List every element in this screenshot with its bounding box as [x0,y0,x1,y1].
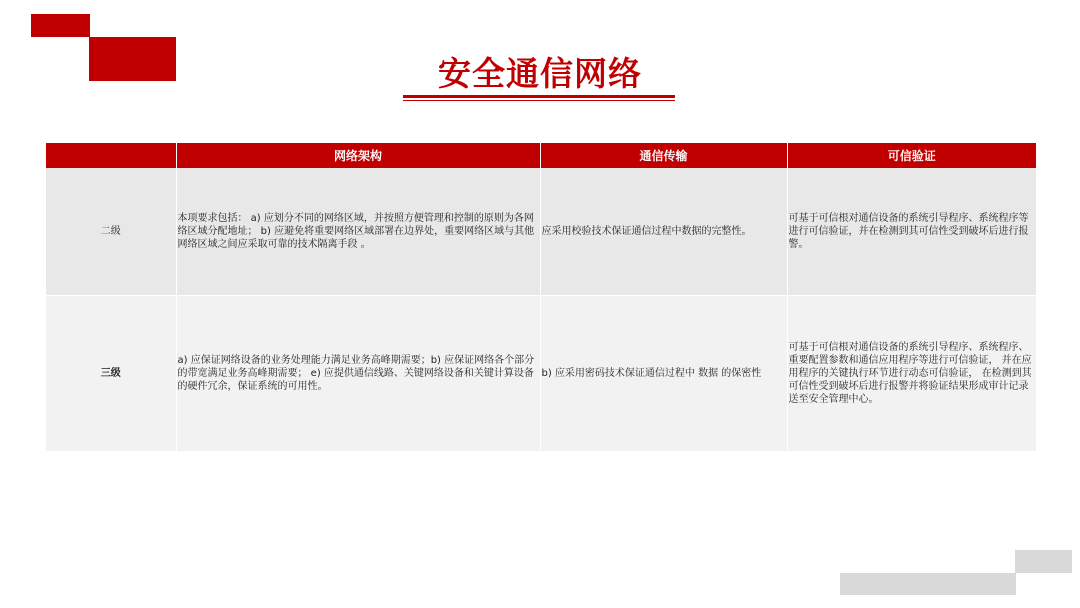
header-communication-transmission: 通信传输 [540,143,787,168]
table-row [46,296,1036,452]
header-level [46,143,176,168]
network-architecture-cell: 本项要求包括： a) 应划分不同的网络区域，并按照方便管理和控制的原则为各网络区域分配地址； b) 应避免将重要网络区域部署在边界处，重要网络区域与其他网络区域之间应采取可靠的技术隔离手段 。 [176,168,540,296]
page-title: 安全通信网络 [438,54,642,93]
level-cell: 二级 [46,168,176,296]
trusted-verification-cell: 可基于可信根对通信设备的系统引导程序、系统程序、重要配置参数和通信应用程序等进行可信验证， 并在应用程序的关键执行环节进行动态可信验证， 在检测到其可信性受到破坏后进行报警并将验证结果形成审计记录送至安全管理中心。 [787,296,1036,452]
trusted-verification-cell: 可基于可信根对通信设备的系统引导程序、系统程序等进行可信验证，并在检测到其可信性受到破坏后进行报警。 [787,168,1036,296]
decor-block-red-bottom [89,37,176,81]
decor-block-gray-top [1015,550,1072,573]
network-architecture-cell: a) 应保证网络设备的业务处理能力满足业务高峰期需要；b) 应保证网络各个部分的带宽满足业务高峰期需要； e) 应提供通信线路、关键网络设备和关键计算设备的硬件冗余，保证系统的可用性。 [176,296,540,452]
table-header-row [46,143,1036,168]
title-underline-thin [403,100,675,101]
decor-block-gray-bottom [840,573,1016,595]
communication-transmission-cell: 应采用校验技术保证通信过程中数据的完整性。 [540,168,787,296]
decor-block-red-top [31,14,90,37]
title-underline [403,95,675,98]
requirements-table [46,143,1036,451]
header-trusted-verification: 可信验证 [787,143,1036,168]
communication-transmission-cell: b) 应采用密码技术保证通信过程中 数据 的保密性 [540,296,787,452]
level-cell: 三级 [46,296,176,452]
table-row [46,168,1036,296]
header-network-architecture: 网络架构 [176,143,540,168]
